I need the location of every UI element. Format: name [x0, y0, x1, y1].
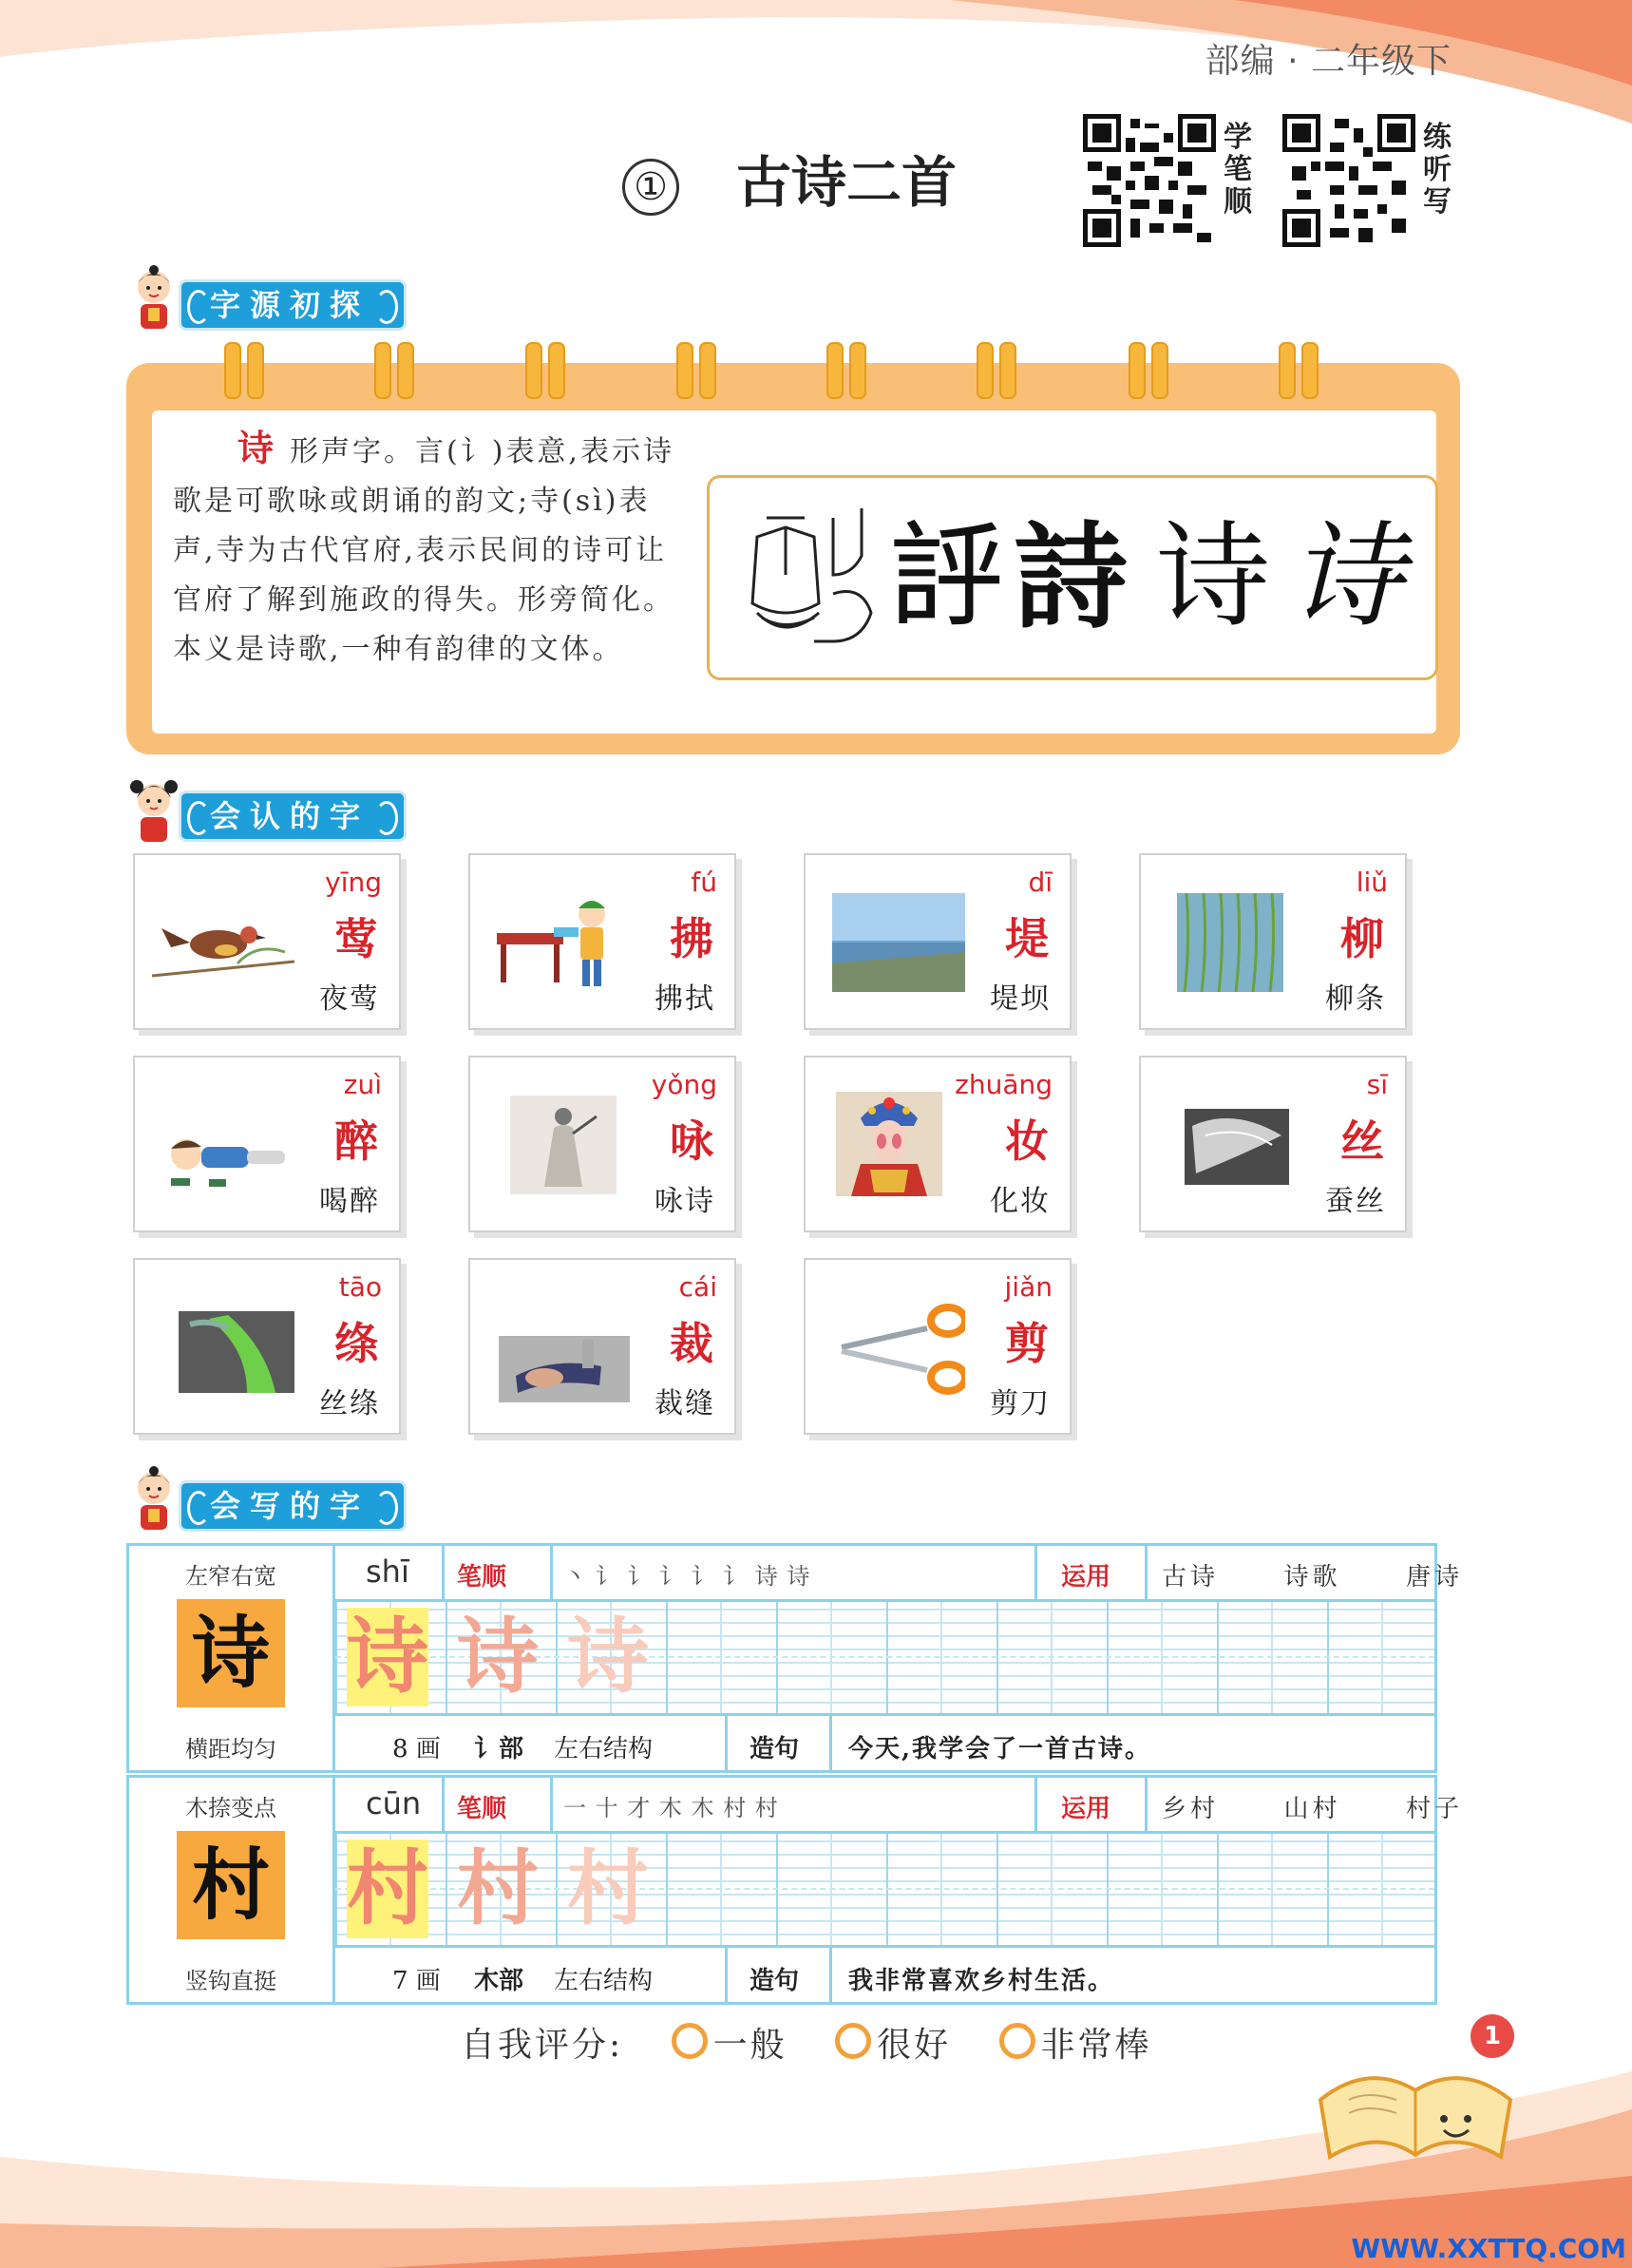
- website-watermark[interactable]: WWW.XXTTQ.COM: [1351, 2233, 1626, 2264]
- section-header-origin: [125, 272, 410, 329]
- scissors-image: [823, 1290, 965, 1402]
- character-label: 剪: [1005, 1318, 1049, 1369]
- writing-tip-bottom: 横距均匀: [185, 1736, 276, 1763]
- open-book-icon: [1311, 2043, 1520, 2166]
- word-label: 喝醉: [319, 1185, 380, 1218]
- origin-explanation: [173, 424, 678, 675]
- recognize-card-liu: [1139, 853, 1407, 1030]
- lesson-number: ①: [622, 159, 679, 216]
- binder-ring-icon: [397, 342, 414, 399]
- rating-circle-icon[interactable]: [999, 2023, 1035, 2059]
- binder-ring-icon: [525, 342, 542, 399]
- word-label: 柳条: [1325, 982, 1386, 1016]
- rating-option-good[interactable]: 很好: [835, 2026, 951, 2065]
- stroke-order-label: 笔顺: [457, 1563, 507, 1591]
- poet-image: [487, 1088, 630, 1200]
- pinyin-label: zuì: [343, 1069, 382, 1100]
- trace-character: 村: [457, 1840, 539, 1936]
- writing-table-cun: [126, 1775, 1464, 2005]
- self-evaluation-label: 自我评分:: [461, 2026, 624, 2065]
- pinyin-label: cūn: [366, 1785, 422, 1821]
- recognize-card-jian: [804, 1258, 1072, 1435]
- drunk-man-image: [152, 1088, 294, 1200]
- usage-words: 古诗 诗歌 唐诗: [1162, 1563, 1464, 1591]
- pinyin-label: sī: [1366, 1069, 1388, 1100]
- usage-label: 运用: [1061, 1795, 1111, 1823]
- word-label: 拂拭: [655, 982, 715, 1016]
- character-label: 堤: [1005, 913, 1049, 964]
- binder-ring-icon: [1129, 342, 1146, 399]
- practice-grid[interactable]: [335, 1834, 1434, 1945]
- nightingale-image: [152, 886, 294, 998]
- character-info-row: [335, 1945, 1434, 2005]
- section-title-origin: 字源初探: [179, 279, 407, 331]
- word-label: 蚕丝: [1325, 1185, 1386, 1218]
- pinyin-label: fú: [691, 867, 717, 898]
- pinyin-label: jiǎn: [1004, 1271, 1053, 1303]
- example-sentence: 今天,我学会了一首古诗。: [848, 1735, 1152, 1763]
- word-label: 丝绦: [319, 1387, 380, 1420]
- cursive-glyph: 诗: [1289, 511, 1403, 643]
- stroke-order-sequence: 丶 讠 讠 讠 讠 讠 诗 诗: [563, 1563, 811, 1590]
- binder-ring-icon: [548, 342, 565, 399]
- word-label: 化妆: [990, 1185, 1051, 1218]
- pinyin-label: yīng: [325, 867, 382, 898]
- lesson-title: [622, 138, 957, 218]
- radical: 木部: [474, 1967, 524, 1995]
- rating-option-ok[interactable]: 一般: [672, 2026, 788, 2065]
- character-label: 柳: [1340, 913, 1384, 964]
- recognize-card-tao: [133, 1258, 401, 1435]
- boy-mascot-icon: [125, 1465, 182, 1537]
- stroke-count: 8 画: [392, 1735, 441, 1763]
- dam-image: [823, 886, 965, 998]
- binder-ring-icon: [1301, 342, 1319, 399]
- stroke-count: 7 画: [392, 1967, 441, 1995]
- binder-ring-icon: [224, 342, 241, 399]
- recognize-card-ying: [133, 853, 401, 1030]
- willow-image: [1158, 886, 1300, 998]
- character-info-row: [335, 1713, 1434, 1773]
- pinyin-label: cái: [678, 1271, 717, 1303]
- opera-makeup-image: [823, 1088, 965, 1200]
- silk-ribbon-image: [152, 1290, 294, 1402]
- structure: 左右结构: [554, 1735, 654, 1763]
- model-character: 诗: [177, 1599, 285, 1707]
- mouth-and-hand-pictograph-icon: [729, 499, 881, 660]
- girl-mascot-icon: [125, 775, 182, 848]
- stroke-order-sequence: 一 十 才 木 木 村 村: [563, 1795, 779, 1821]
- page-number: 1: [1471, 2014, 1514, 2058]
- binder-ring-icon: [1279, 342, 1296, 399]
- sewing-image: [487, 1290, 630, 1402]
- binder-ring-icon: [247, 342, 264, 399]
- usage-label: 运用: [1061, 1563, 1111, 1591]
- structure: 左右结构: [554, 1967, 654, 1995]
- sentence-label: 造句: [750, 1967, 800, 1995]
- radical: 讠部: [474, 1735, 524, 1763]
- trace-character: 村: [347, 1840, 428, 1936]
- trace-character: 诗: [567, 1609, 649, 1705]
- character-tips-column: [129, 1546, 335, 1770]
- character-tips-column: [129, 1778, 335, 2002]
- word-label: 裁缝: [655, 1387, 715, 1420]
- rating-option-excellent[interactable]: 非常棒: [999, 2026, 1152, 2065]
- recognize-card-zhuang: [804, 1056, 1072, 1232]
- character-label: 绦: [334, 1318, 378, 1369]
- example-sentence: 我非常喜欢乡村生活。: [848, 1967, 1115, 1995]
- word-label: 咏诗: [655, 1185, 715, 1218]
- recognize-card-cai: [468, 1258, 736, 1435]
- binder-ring-icon: [999, 342, 1016, 399]
- binder-ring-icon: [676, 342, 693, 399]
- simplified-glyph: 诗: [1156, 511, 1270, 643]
- section-header-recognize: [125, 783, 410, 840]
- recognize-card-fu: [468, 853, 736, 1030]
- usage-words: 乡村 山村 村子: [1162, 1795, 1464, 1823]
- origin-character: 诗: [237, 427, 277, 469]
- recognize-card-si: [1139, 1056, 1407, 1232]
- dictation-qr-label: 练听写: [1423, 121, 1452, 219]
- writing-tip-top: 木捺变点: [185, 1795, 276, 1821]
- word-label: 剪刀: [990, 1387, 1051, 1420]
- writing-table-shi: [126, 1543, 1464, 1773]
- binder-ring-icon: [1151, 342, 1168, 399]
- rating-circle-icon[interactable]: [672, 2023, 708, 2059]
- pinyin-label: zhuāng: [955, 1069, 1053, 1100]
- pinyin-label: tāo: [338, 1271, 382, 1303]
- character-label: 咏: [670, 1115, 713, 1167]
- trace-character: 诗: [347, 1609, 428, 1705]
- grade-label: 部编 · 二年级下: [1205, 42, 1452, 81]
- stroke-order-row: [335, 1546, 1464, 1602]
- dictation-qr-code[interactable]: [1282, 114, 1415, 247]
- binder-ring-icon: [977, 342, 994, 399]
- character-label: 拂: [670, 913, 713, 964]
- section-header-write: [125, 1473, 410, 1530]
- binder-ring-icon: [699, 342, 716, 399]
- silk-image: [1158, 1088, 1300, 1200]
- binder-ring-icon: [826, 342, 844, 399]
- self-evaluation: [461, 2018, 1152, 2067]
- stroke-order-qr-code[interactable]: [1083, 114, 1216, 247]
- trace-character: 诗: [457, 1609, 539, 1705]
- traditional-glyph: 詩: [1014, 510, 1128, 644]
- glyph-evolution-panel: [707, 475, 1438, 680]
- pinyin-label: yǒng: [651, 1069, 717, 1100]
- pinyin-label: liǔ: [1356, 867, 1388, 898]
- boy-mascot-icon: [125, 264, 182, 336]
- trace-character: 村: [567, 1840, 649, 1936]
- rating-circle-icon[interactable]: [835, 2023, 871, 2059]
- pinyin-label: dī: [1028, 867, 1053, 898]
- stroke-order-label: 笔顺: [457, 1795, 507, 1823]
- word-label: 堤坝: [990, 982, 1051, 1016]
- section-title-recognize: 会认的字: [179, 791, 407, 842]
- character-label: 妆: [1005, 1115, 1049, 1167]
- character-label: 丝: [1340, 1115, 1384, 1167]
- sentence-label: 造句: [750, 1735, 800, 1763]
- character-label: 裁: [670, 1318, 713, 1369]
- boy-wiping-table-image: [487, 886, 630, 998]
- binder-ring-icon: [374, 342, 391, 399]
- word-label: 夜莺: [319, 982, 380, 1016]
- binder-ring-icon: [849, 342, 866, 399]
- writing-tip-bottom: 竖钩直挺: [185, 1968, 276, 1994]
- lesson-title-text: 古诗二首: [736, 150, 958, 215]
- section-title-write: 会写的字: [179, 1480, 407, 1532]
- recognize-card-yong: [468, 1056, 736, 1232]
- pinyin-label: shī: [366, 1553, 409, 1590]
- recognize-card-zui: [133, 1056, 401, 1232]
- ancient-glyph: 𧦝: [890, 511, 1004, 643]
- stroke-order-row: [335, 1778, 1464, 1834]
- character-label: 醉: [334, 1115, 378, 1167]
- model-character: 村: [177, 1831, 285, 1939]
- stroke-order-qr-label: 学笔顺: [1224, 121, 1252, 219]
- character-label: 莺: [334, 913, 378, 964]
- origin-explanation-text: 形声字。言(讠)表意,表示诗歌是可歌咏或朗诵的韵文;寺(sì)表声,寺为古代官府,表示民间的诗可让官府了解到施政的得失。形旁简化。本义是诗歌,一种有韵律的文体。: [173, 435, 674, 666]
- practice-grid[interactable]: [335, 1602, 1434, 1713]
- recognize-card-di: [804, 853, 1072, 1030]
- writing-tip-top: 左窄右宽: [185, 1563, 276, 1590]
